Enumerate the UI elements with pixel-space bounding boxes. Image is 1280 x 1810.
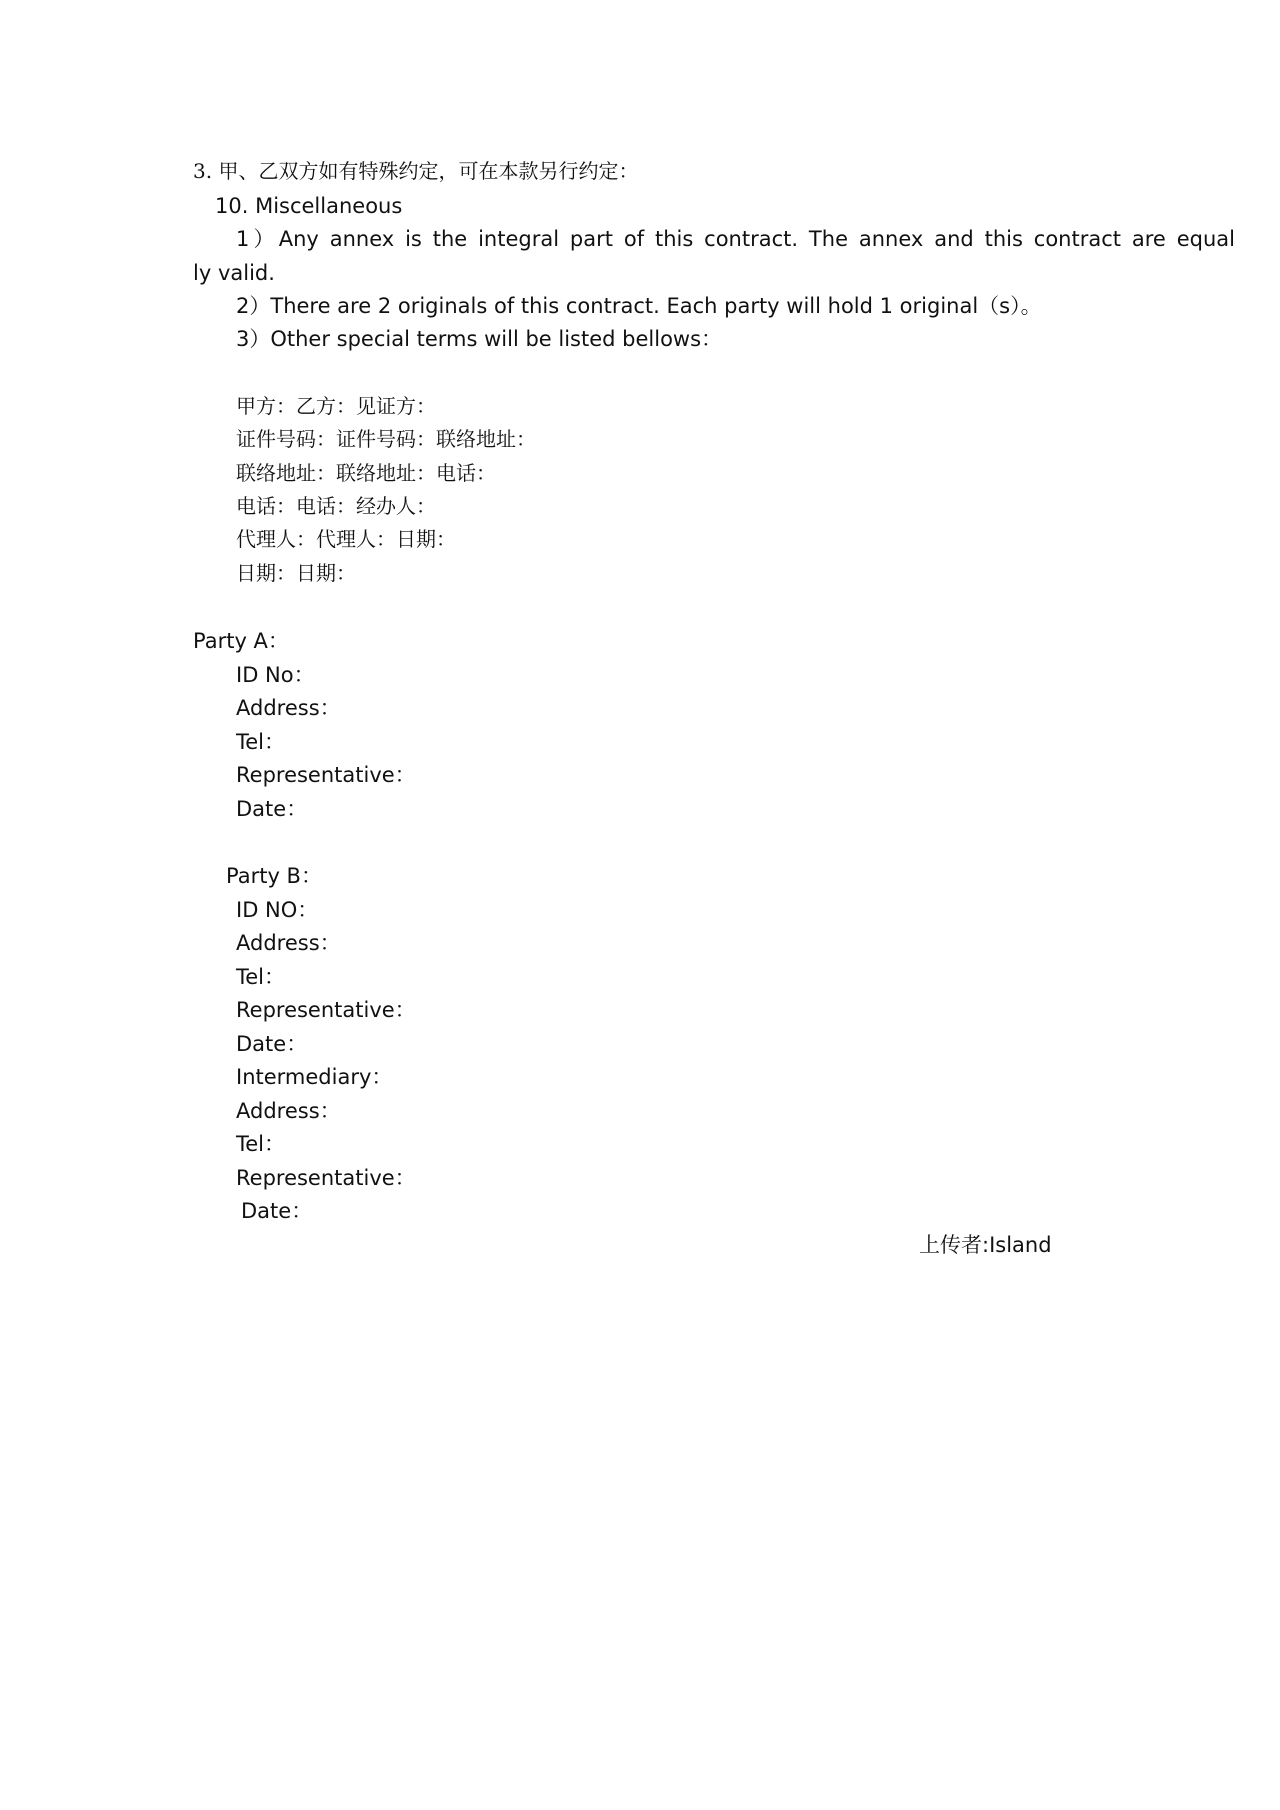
party-a-date-field: Date： <box>236 797 308 821</box>
party-b-address-field: Address： <box>236 931 341 955</box>
intermediary-date-field: Date： <box>241 1199 313 1223</box>
misc-heading: 10. Miscellaneous <box>215 194 403 218</box>
party-a-address-field: Address： <box>236 696 341 720</box>
cn-signature-line: 代理人：代理人：日期： <box>236 527 456 551</box>
intermediary-tel-field: Tel： <box>236 1132 286 1156</box>
party-b-heading: Party B： <box>226 864 322 888</box>
party-b-id-field: ID NO： <box>236 898 319 922</box>
cn-signature-line: 日期：日期： <box>236 561 356 585</box>
misc-item-2: 2）There are 2 originals of this contract. Each party will hold 1 original（s）。 <box>236 294 1042 318</box>
intermediary-representative-field: Representative： <box>236 1166 416 1190</box>
cn-signature-line: 甲方：乙方：见证方： <box>236 394 436 418</box>
misc-item-3: 3）Other special terms will be listed bellows： <box>236 327 723 351</box>
party-a-heading: Party A： <box>193 629 289 653</box>
party-b-tel-field: Tel： <box>236 965 286 989</box>
cn-signature-line: 联络地址：联络地址：电话： <box>236 461 496 485</box>
party-a-representative-field: Representative： <box>236 763 416 787</box>
party-b-representative-field: Representative： <box>236 998 416 1022</box>
misc-item-1-line1: 1）Any annex is the integral part of this contract. The annex and this contract are equal <box>236 227 1235 251</box>
cn-signature-line: 证件号码：证件号码：联络地址： <box>236 427 536 451</box>
party-a-tel-field: Tel： <box>236 730 286 754</box>
cn-clause-3: 3. 甲、乙双方如有特殊约定，可在本款另行约定： <box>193 159 639 183</box>
party-b-date-field: Date： <box>236 1032 308 1056</box>
cn-signature-line: 电话：电话：经办人： <box>236 494 436 518</box>
intermediary-address-field: Address： <box>236 1099 341 1123</box>
uploader-credit: 上传者:Island <box>919 1233 1052 1257</box>
misc-item-1-line2: ly valid. <box>193 261 275 285</box>
intermediary-heading: Intermediary： <box>236 1065 393 1089</box>
party-a-id-field: ID No： <box>236 663 315 687</box>
